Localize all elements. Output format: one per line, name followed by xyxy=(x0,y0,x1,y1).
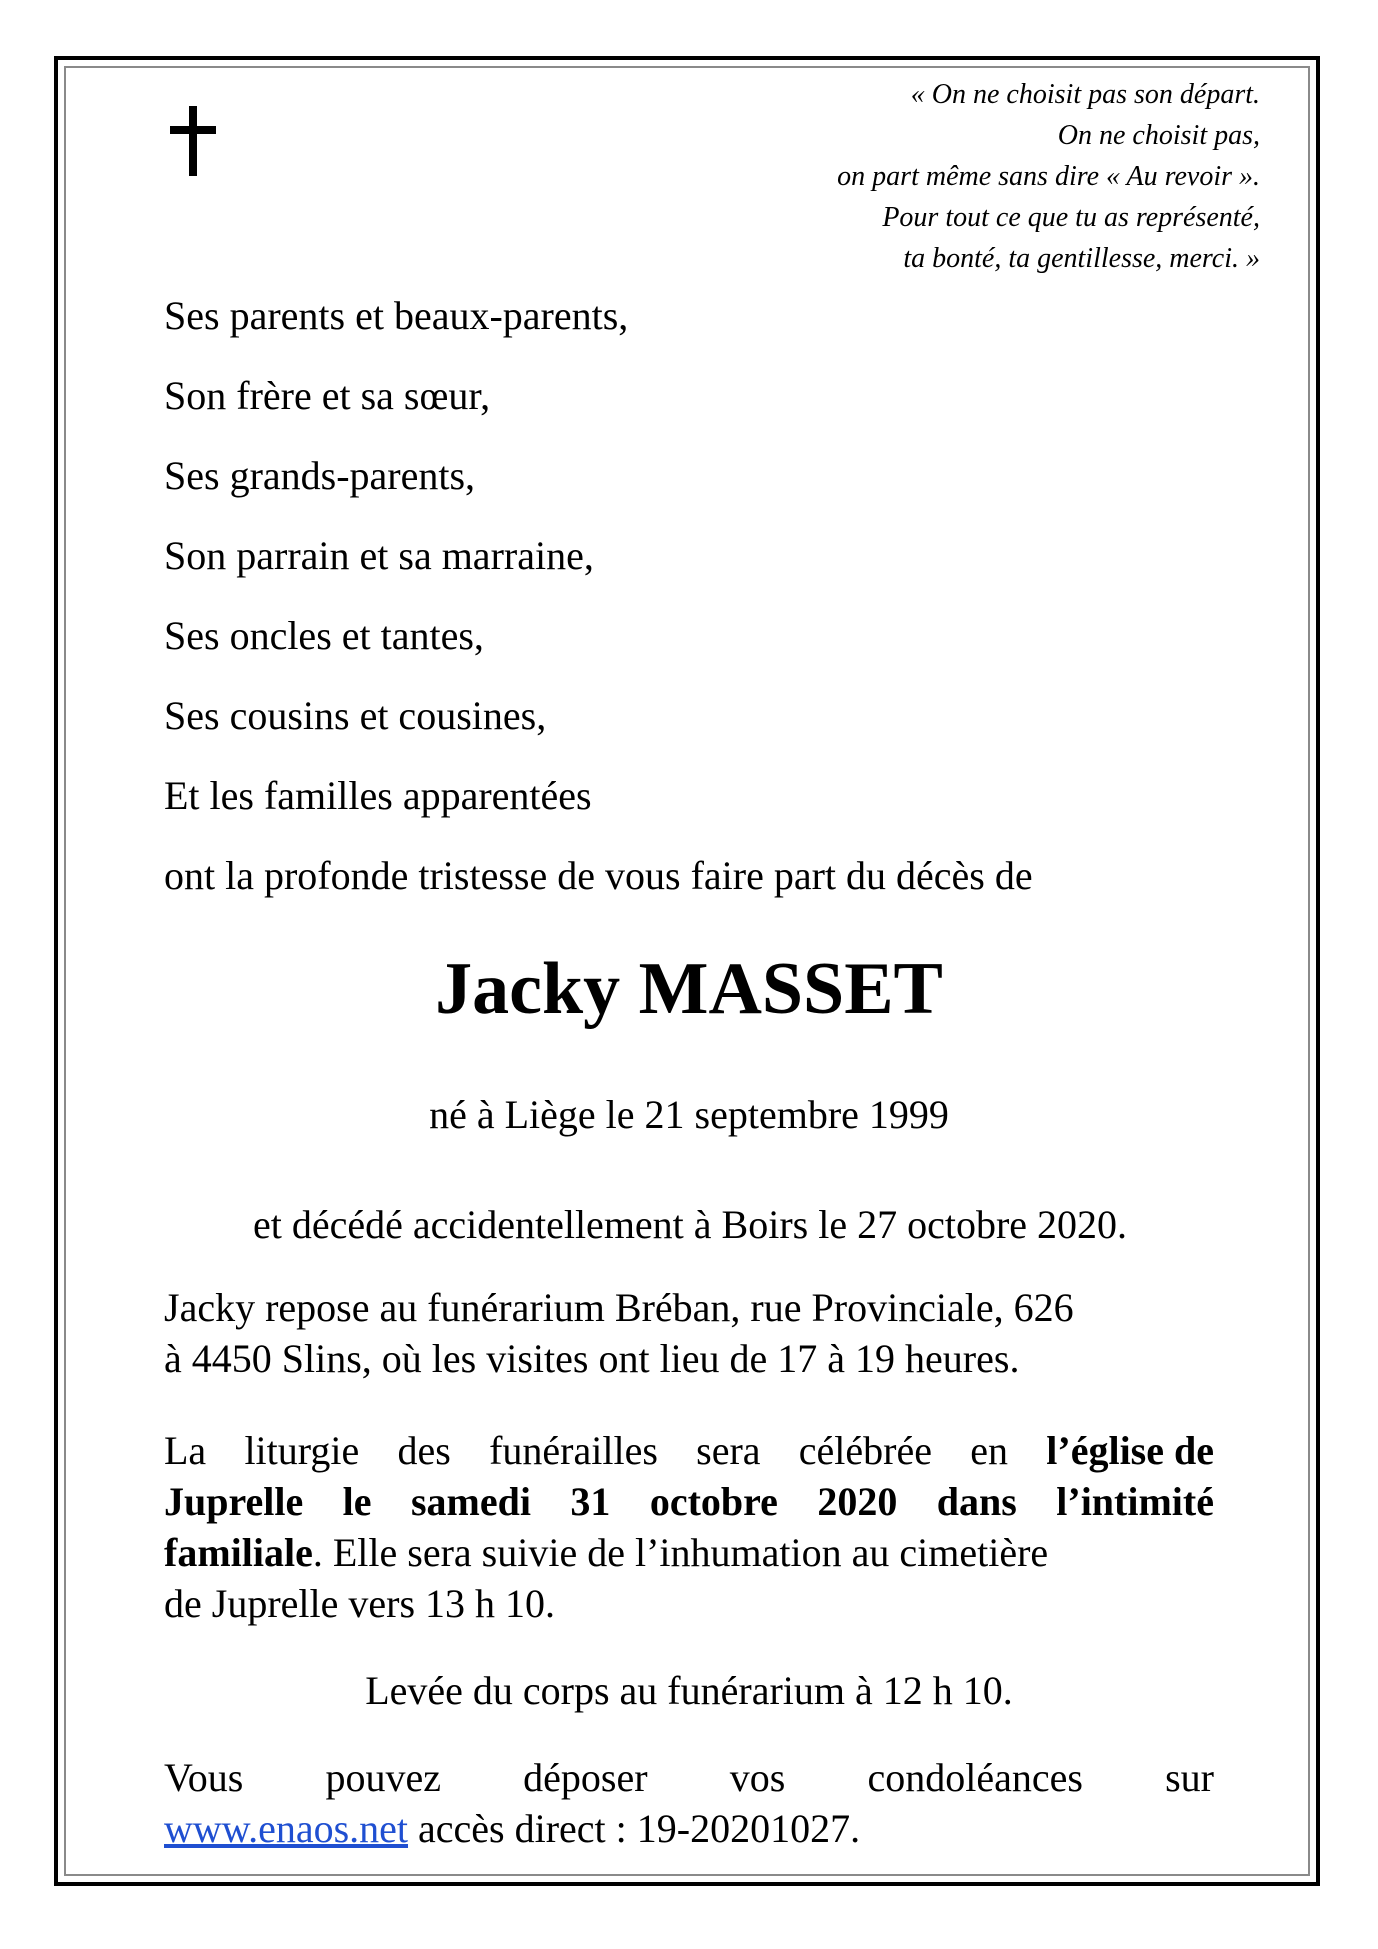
liturgy-church-bold: l’église de xyxy=(1046,1428,1214,1473)
deceased-name: Jacky MASSET xyxy=(435,948,943,1030)
family-line: Ses grands-parents, xyxy=(164,453,476,498)
condolences-paragraph xyxy=(164,1752,1214,1854)
funeral-home-paragraph xyxy=(164,1282,1214,1384)
liturgy-word: La xyxy=(164,1428,207,1473)
liturgy-line-3 xyxy=(164,1527,1214,1578)
family-list xyxy=(164,276,1033,916)
quote-line: On ne choisit pas, xyxy=(1057,120,1260,151)
liturgy-date-bold: Juprelle le samedi 31 octobre 2020 dans l’intimité xyxy=(164,1479,1214,1524)
condolences-word: Vous xyxy=(164,1755,244,1800)
quote-line: « On ne choisit pas son départ. xyxy=(910,79,1260,110)
family-line: Et les familles apparentées xyxy=(164,773,592,818)
enaos-link[interactable]: www.enaos.net xyxy=(164,1806,409,1851)
liturgy-line-2 xyxy=(164,1476,1214,1527)
liturgy-word: célébrée xyxy=(798,1428,932,1473)
birth-info: né à Liège le 21 septembre 1999 xyxy=(429,1092,949,1137)
family-line: Son parrain et sa marraine, xyxy=(164,533,594,578)
body-removal-info: Levée du corps au funérarium à 12 h 10. xyxy=(365,1668,1013,1713)
condolences-line-1 xyxy=(164,1752,1214,1803)
liturgy-intimacy-bold: familiale xyxy=(164,1530,313,1575)
liturgy-word: funérailles xyxy=(489,1428,658,1473)
quote-line: on part même sans dire « Au revoir ». xyxy=(837,161,1260,192)
condolences-word: pouvez xyxy=(325,1755,441,1800)
latin-cross-icon xyxy=(170,106,216,176)
liturgy-word: des xyxy=(397,1428,451,1473)
condolences-word: vos xyxy=(729,1755,786,1800)
family-line: Ses oncles et tantes, xyxy=(164,613,484,658)
visiting-hours-line: à 4450 Slins, où les visites ont lieu de 17 à 19 heures. xyxy=(164,1336,1020,1381)
announcement-line: ont la profonde tristesse de vous faire part du décès de xyxy=(164,853,1033,898)
liturgy-word: sera xyxy=(696,1428,761,1473)
liturgy-word: en xyxy=(970,1428,1009,1473)
liturgy-line-4: de Juprelle vers 13 h 10. xyxy=(164,1581,556,1626)
condolences-word: sur xyxy=(1165,1755,1214,1800)
condolences-line-2 xyxy=(164,1803,1214,1854)
family-line: Ses parents et beaux-parents, xyxy=(164,293,629,338)
liturgy-paragraph xyxy=(164,1425,1214,1629)
quote-line: Pour tout ce que tu as représenté, xyxy=(882,202,1260,233)
liturgy-line-1 xyxy=(164,1425,1214,1476)
funeral-home-line: Jacky repose au funérarium Bréban, rue Provinciale, 626 xyxy=(164,1285,1074,1330)
quote-line: ta bonté, ta gentillesse, merci. » xyxy=(903,243,1260,274)
condolences-word: déposer xyxy=(523,1755,648,1800)
burial-text: . Elle sera suivie de l’inhumation au cimetière xyxy=(312,1530,1049,1575)
family-line: Ses cousins et cousines, xyxy=(164,693,547,738)
family-line: Son frère et sa sœur, xyxy=(164,373,491,418)
death-info: et décédé accidentellement à Boirs le 27 octobre 2020. xyxy=(252,1202,1128,1247)
epitaph-quote xyxy=(560,74,1260,279)
direct-access-text: accès direct : 19-20201027. xyxy=(408,1806,861,1851)
liturgy-word: liturgie xyxy=(244,1428,360,1473)
condolences-word: condoléances xyxy=(867,1755,1083,1800)
